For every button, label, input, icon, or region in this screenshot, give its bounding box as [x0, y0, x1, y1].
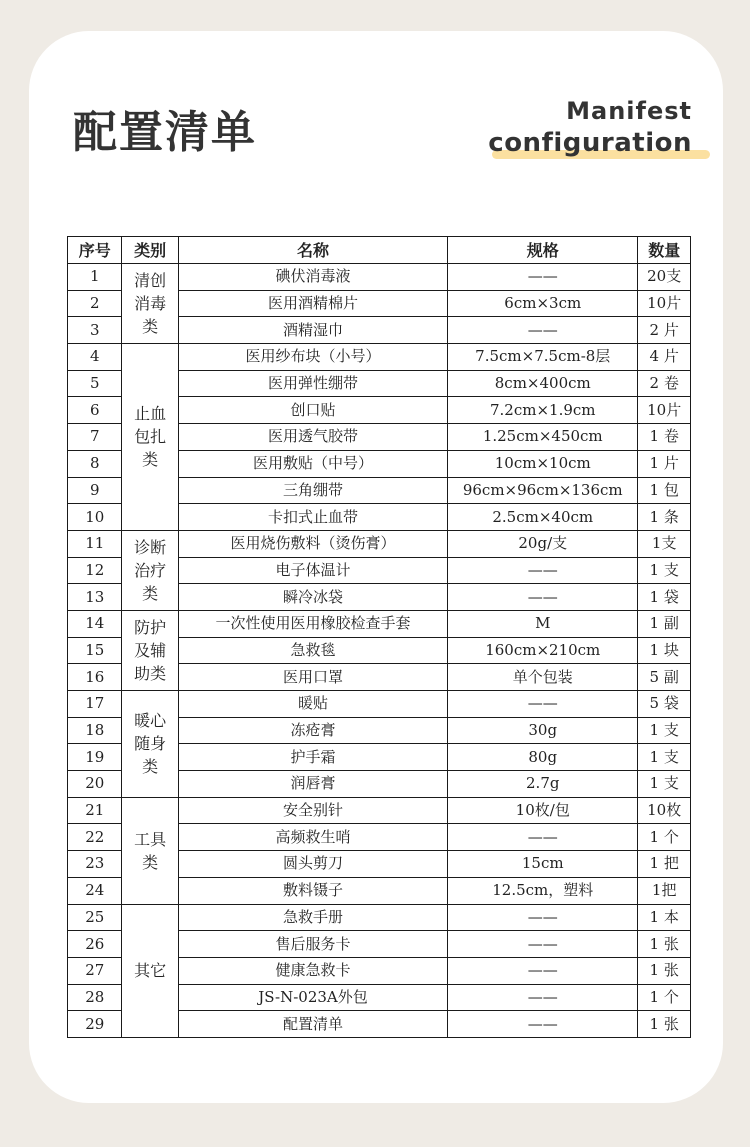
- item-qty: 1 本: [638, 904, 691, 931]
- row-number: 21: [68, 797, 122, 824]
- item-spec: 12.5cm，塑料: [448, 877, 638, 904]
- item-spec: ——: [448, 931, 638, 958]
- table-header-row: [68, 237, 691, 264]
- category-label-line: 消毒: [134, 294, 167, 314]
- item-qty: 1 卷: [638, 424, 691, 451]
- item-name: 创口贴: [178, 397, 447, 424]
- item-name: 健康急救卡: [178, 957, 447, 984]
- table-row: [68, 904, 691, 931]
- row-number: 14: [68, 610, 122, 637]
- row-number: 8: [68, 450, 122, 477]
- category-label-line: 诊断: [134, 537, 167, 557]
- row-number: 13: [68, 584, 122, 611]
- category-label-line: 包扎: [134, 427, 167, 447]
- category-label-line: 治疗: [134, 560, 167, 580]
- row-number: 26: [68, 931, 122, 958]
- category-cell: [122, 904, 178, 1037]
- category-cell: [122, 530, 178, 610]
- item-spec: 2.7g: [448, 771, 638, 798]
- category-label-line: 随身: [134, 734, 167, 754]
- item-spec: ——: [448, 264, 638, 291]
- item-qty: 1 支: [638, 771, 691, 798]
- row-number: 12: [68, 557, 122, 584]
- row-number: 5: [68, 370, 122, 397]
- item-spec: ——: [448, 584, 638, 611]
- row-number: 9: [68, 477, 122, 504]
- row-number: 3: [68, 317, 122, 344]
- item-qty: 5 副: [638, 664, 691, 691]
- row-number: 4: [68, 344, 122, 371]
- row-number: 18: [68, 717, 122, 744]
- table-row: [68, 264, 691, 291]
- item-qty: 1 张: [638, 1011, 691, 1038]
- item-name: 售后服务卡: [178, 931, 447, 958]
- category-label-line: 助类: [134, 663, 167, 683]
- item-name: 医用纱布块（小号）: [178, 344, 447, 371]
- item-spec: 8cm×400cm: [448, 370, 638, 397]
- item-spec: ——: [448, 691, 638, 718]
- row-number: 19: [68, 744, 122, 771]
- item-spec: 20g/支: [448, 530, 638, 557]
- category-cell: [122, 344, 178, 531]
- item-qty: 1 支: [638, 557, 691, 584]
- item-spec: ——: [448, 984, 638, 1011]
- row-number: 10: [68, 504, 122, 531]
- table-body: [68, 264, 691, 1038]
- item-qty: 4 片: [638, 344, 691, 371]
- item-name: 急救手册: [178, 904, 447, 931]
- item-qty: 2 卷: [638, 370, 691, 397]
- row-number: 2: [68, 290, 122, 317]
- item-spec: 160cm×210cm: [448, 637, 638, 664]
- row-number: 17: [68, 691, 122, 718]
- col-header-no: 序号: [68, 237, 122, 264]
- table-row: [68, 797, 691, 824]
- item-name: 冻疮膏: [178, 717, 447, 744]
- item-spec: ——: [448, 317, 638, 344]
- table-row: [68, 530, 691, 557]
- item-spec: ——: [448, 904, 638, 931]
- item-name: 护手霜: [178, 744, 447, 771]
- category-cell: [122, 797, 178, 904]
- row-number: 1: [68, 264, 122, 291]
- row-number: 24: [68, 877, 122, 904]
- item-name: 酒精湿巾: [178, 317, 447, 344]
- category-label-line: 工具: [134, 829, 167, 849]
- item-name: 医用烧伤敷料（烫伤膏）: [178, 530, 447, 557]
- item-spec: M: [448, 610, 638, 637]
- item-spec: 6cm×3cm: [448, 290, 638, 317]
- table-row: [68, 691, 691, 718]
- row-number: 27: [68, 957, 122, 984]
- item-spec: ——: [448, 957, 638, 984]
- category-label-line: 防护: [134, 617, 167, 637]
- row-number: 28: [68, 984, 122, 1011]
- item-qty: 20支: [638, 264, 691, 291]
- col-header-category: 类别: [122, 237, 178, 264]
- item-qty: 1 支: [638, 744, 691, 771]
- category-cell: [122, 610, 178, 690]
- item-qty: 1 块: [638, 637, 691, 664]
- item-qty: 1 张: [638, 931, 691, 958]
- item-name: 医用透气胶带: [178, 424, 447, 451]
- item-spec: 2.5cm×40cm: [448, 504, 638, 531]
- item-name: 暖贴: [178, 691, 447, 718]
- item-spec: 80g: [448, 744, 638, 771]
- item-name: 急救毯: [178, 637, 447, 664]
- item-name: 敷料镊子: [178, 877, 447, 904]
- category-label-line: 止血: [134, 404, 167, 424]
- item-qty: 1 个: [638, 984, 691, 1011]
- item-name: 三角绷带: [178, 477, 447, 504]
- row-number: 20: [68, 771, 122, 798]
- item-name: 配置清单: [178, 1011, 447, 1038]
- item-qty: 10枚: [638, 797, 691, 824]
- item-spec: 10cm×10cm: [448, 450, 638, 477]
- category-label-line: 其它: [134, 961, 167, 981]
- category-label-line: 类: [142, 583, 159, 603]
- table-row: [68, 610, 691, 637]
- item-qty: 1 副: [638, 610, 691, 637]
- item-qty: 1 条: [638, 504, 691, 531]
- category-label-line: 类: [142, 450, 159, 470]
- english-title-line1: Manifest: [566, 97, 692, 125]
- row-number: 22: [68, 824, 122, 851]
- category-cell: [122, 691, 178, 798]
- row-number: 16: [68, 664, 122, 691]
- item-spec: 单个包装: [448, 664, 638, 691]
- category-label-line: 暖心: [134, 711, 167, 731]
- item-name: 安全别针: [178, 797, 447, 824]
- row-number: 25: [68, 904, 122, 931]
- item-qty: 5 袋: [638, 691, 691, 718]
- item-qty: 1 张: [638, 957, 691, 984]
- item-spec: 1.25cm×450cm: [448, 424, 638, 451]
- row-number: 7: [68, 424, 122, 451]
- item-spec: ——: [448, 824, 638, 851]
- col-header-qty: 数量: [638, 237, 691, 264]
- item-name: 圆头剪刀: [178, 851, 447, 878]
- item-spec: 7.5cm×7.5cm-8层: [448, 344, 638, 371]
- manifest-table: [67, 236, 691, 1038]
- category-label-line: 及辅: [134, 640, 167, 660]
- item-qty: 10片: [638, 397, 691, 424]
- item-spec: 96cm×96cm×136cm: [448, 477, 638, 504]
- english-title-line2: configuration: [488, 126, 692, 160]
- col-header-name: 名称: [178, 237, 447, 264]
- item-spec: 15cm: [448, 851, 638, 878]
- category-label-line: 类: [142, 852, 159, 872]
- item-name: 电子体温计: [178, 557, 447, 584]
- category-cell: [122, 264, 178, 344]
- item-name: 医用酒精棉片: [178, 290, 447, 317]
- item-spec: 30g: [448, 717, 638, 744]
- item-name: 卡扣式止血带: [178, 504, 447, 531]
- category-label-line: 清创: [134, 271, 167, 291]
- item-qty: 1 把: [638, 851, 691, 878]
- row-number: 29: [68, 1011, 122, 1038]
- item-name: 碘伏消毒液: [178, 264, 447, 291]
- item-name: 瞬冷冰袋: [178, 584, 447, 611]
- table-row: [68, 344, 691, 371]
- item-qty: 1 袋: [638, 584, 691, 611]
- item-qty: 2 片: [638, 317, 691, 344]
- row-number: 6: [68, 397, 122, 424]
- item-name: 医用弹性绷带: [178, 370, 447, 397]
- row-number: 15: [68, 637, 122, 664]
- item-spec: ——: [448, 557, 638, 584]
- item-qty: 1支: [638, 530, 691, 557]
- row-number: 11: [68, 530, 122, 557]
- item-qty: 1 包: [638, 477, 691, 504]
- item-name: 一次性使用医用橡胶检查手套: [178, 610, 447, 637]
- item-name: 润唇膏: [178, 771, 447, 798]
- item-name: 医用口罩: [178, 664, 447, 691]
- item-qty: 10片: [638, 290, 691, 317]
- item-spec: 10枚/包: [448, 797, 638, 824]
- item-name: JS-N-023A外包: [178, 984, 447, 1011]
- item-qty: 1 支: [638, 717, 691, 744]
- item-qty: 1把: [638, 877, 691, 904]
- category-label-line: 类: [142, 317, 159, 337]
- item-spec: 7.2cm×1.9cm: [448, 397, 638, 424]
- category-label-line: 类: [142, 757, 159, 777]
- item-spec: ——: [448, 1011, 638, 1038]
- english-title: [488, 96, 692, 160]
- item-qty: 1 个: [638, 824, 691, 851]
- row-number: 23: [68, 851, 122, 878]
- item-name: 高频救生哨: [178, 824, 447, 851]
- col-header-spec: 规格: [448, 237, 638, 264]
- item-qty: 1 片: [638, 450, 691, 477]
- page-title: 配置清单: [73, 107, 257, 158]
- item-name: 医用敷贴（中号）: [178, 450, 447, 477]
